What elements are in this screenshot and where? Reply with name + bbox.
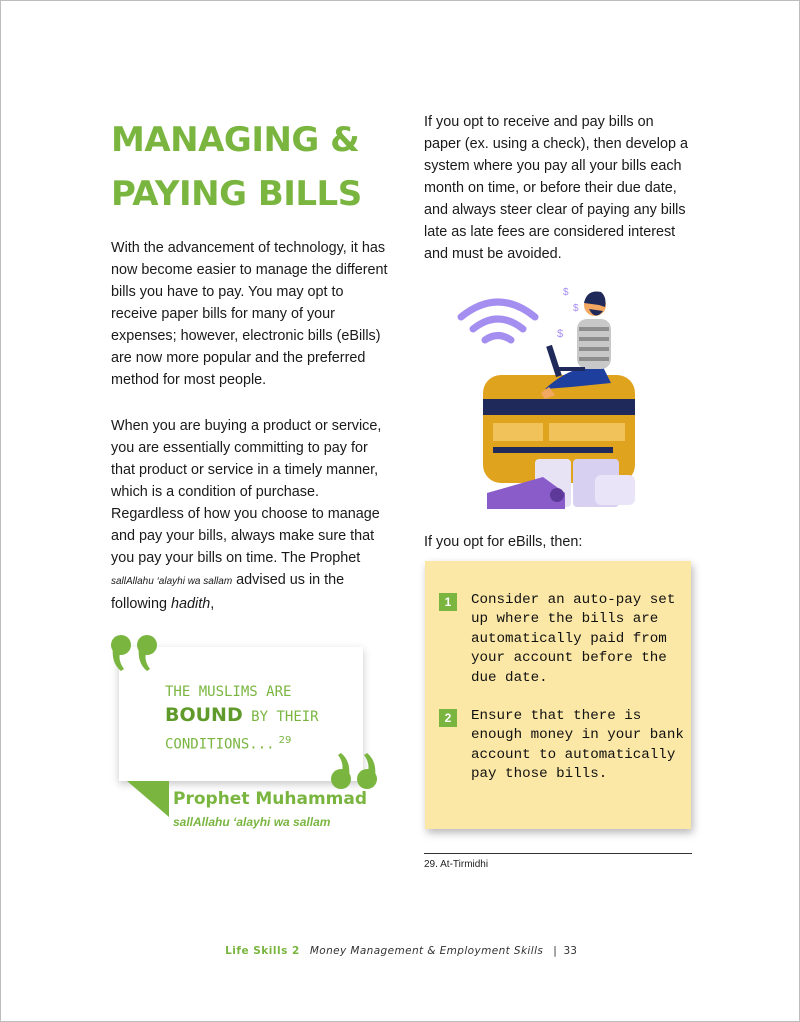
condition-text: When you are buying a product or service, you are essentially committing to pay for that product or service in a timely manner, which is a condition of purchase. Regardless of how you choose to manage and pay your bills, always make sure that you pay your bills on time. The Prophet (111, 418, 382, 566)
quote-footnote-ref: 29 (278, 735, 292, 746)
note-item-text: Consider an auto-pay set up where the bills are automatically paid from your account before the due date. (471, 592, 676, 686)
footnote: 29. At-Tirmidhi (424, 859, 489, 870)
page-title (111, 113, 362, 221)
quote-attribution-name: Prophet Muhammad (173, 789, 368, 809)
quote-text (165, 681, 345, 757)
quote-fold-corner (127, 781, 169, 817)
dollar-sign-1: $ (563, 287, 569, 298)
paper-bills-paragraph: If you opt to receive and pay bills on paper (ex. using a check), then develop a system where you pay all your bills each month on time, or before their due date, and always steer clear of paying any bills late as late fees are considered interest and must be avoided. (424, 114, 688, 262)
note-item-text: Ensure that there is enough money in your bank account to automatically pay those bills. (471, 708, 684, 783)
condition-paragraph (111, 415, 391, 615)
quote-attribution-honorific: sallAllahu ‘alayhi wa sallam (173, 815, 331, 829)
note-number-badge: 1 (439, 593, 457, 611)
person-on-credit-card-illustration (453, 283, 653, 513)
page-number: 33 (563, 945, 577, 957)
hadith-quote (109, 633, 379, 833)
quote-part-2: BY THEIR CONDITIONS... (165, 709, 319, 753)
ebills-note-card (425, 561, 691, 829)
hadith-word: hadith (171, 596, 211, 612)
footer-separator: | (553, 945, 557, 957)
close-quote-icon (327, 751, 379, 791)
condition-end: , (210, 596, 215, 612)
quote-part-1: THE MUSLIMS ARE (165, 684, 292, 700)
title-line-1: MANAGING & (111, 120, 360, 160)
honorific-inline: sallAllahu ‘alayhi wa sallam (111, 576, 233, 587)
quote-bold-word: BOUND (165, 704, 243, 726)
note-number-badge: 2 (439, 709, 457, 727)
open-quote-icon (109, 633, 161, 673)
condition-text-after: advised us in the following (111, 572, 345, 612)
footer-subtitle: Money Management & Employment Skills (309, 945, 544, 957)
footer-book-title: Life Skills 2 (225, 945, 300, 957)
ebills-intro: If you opt for eBills, then: (424, 534, 583, 550)
intro-paragraph: With the advancement of technology, it has now become easier to manage the different bills you have to pay. You may opt to receive paper bills for many of your expenses; however, electronic bills (eBills) are now more popular and the preferred method for most people. (111, 240, 388, 388)
dollar-sign-3: $ (557, 328, 564, 340)
dollar-sign-2: $ (573, 303, 579, 314)
running-footer (1, 945, 800, 957)
footnote-divider (424, 853, 692, 854)
title-line-2: PAYING BILLS (111, 174, 362, 214)
